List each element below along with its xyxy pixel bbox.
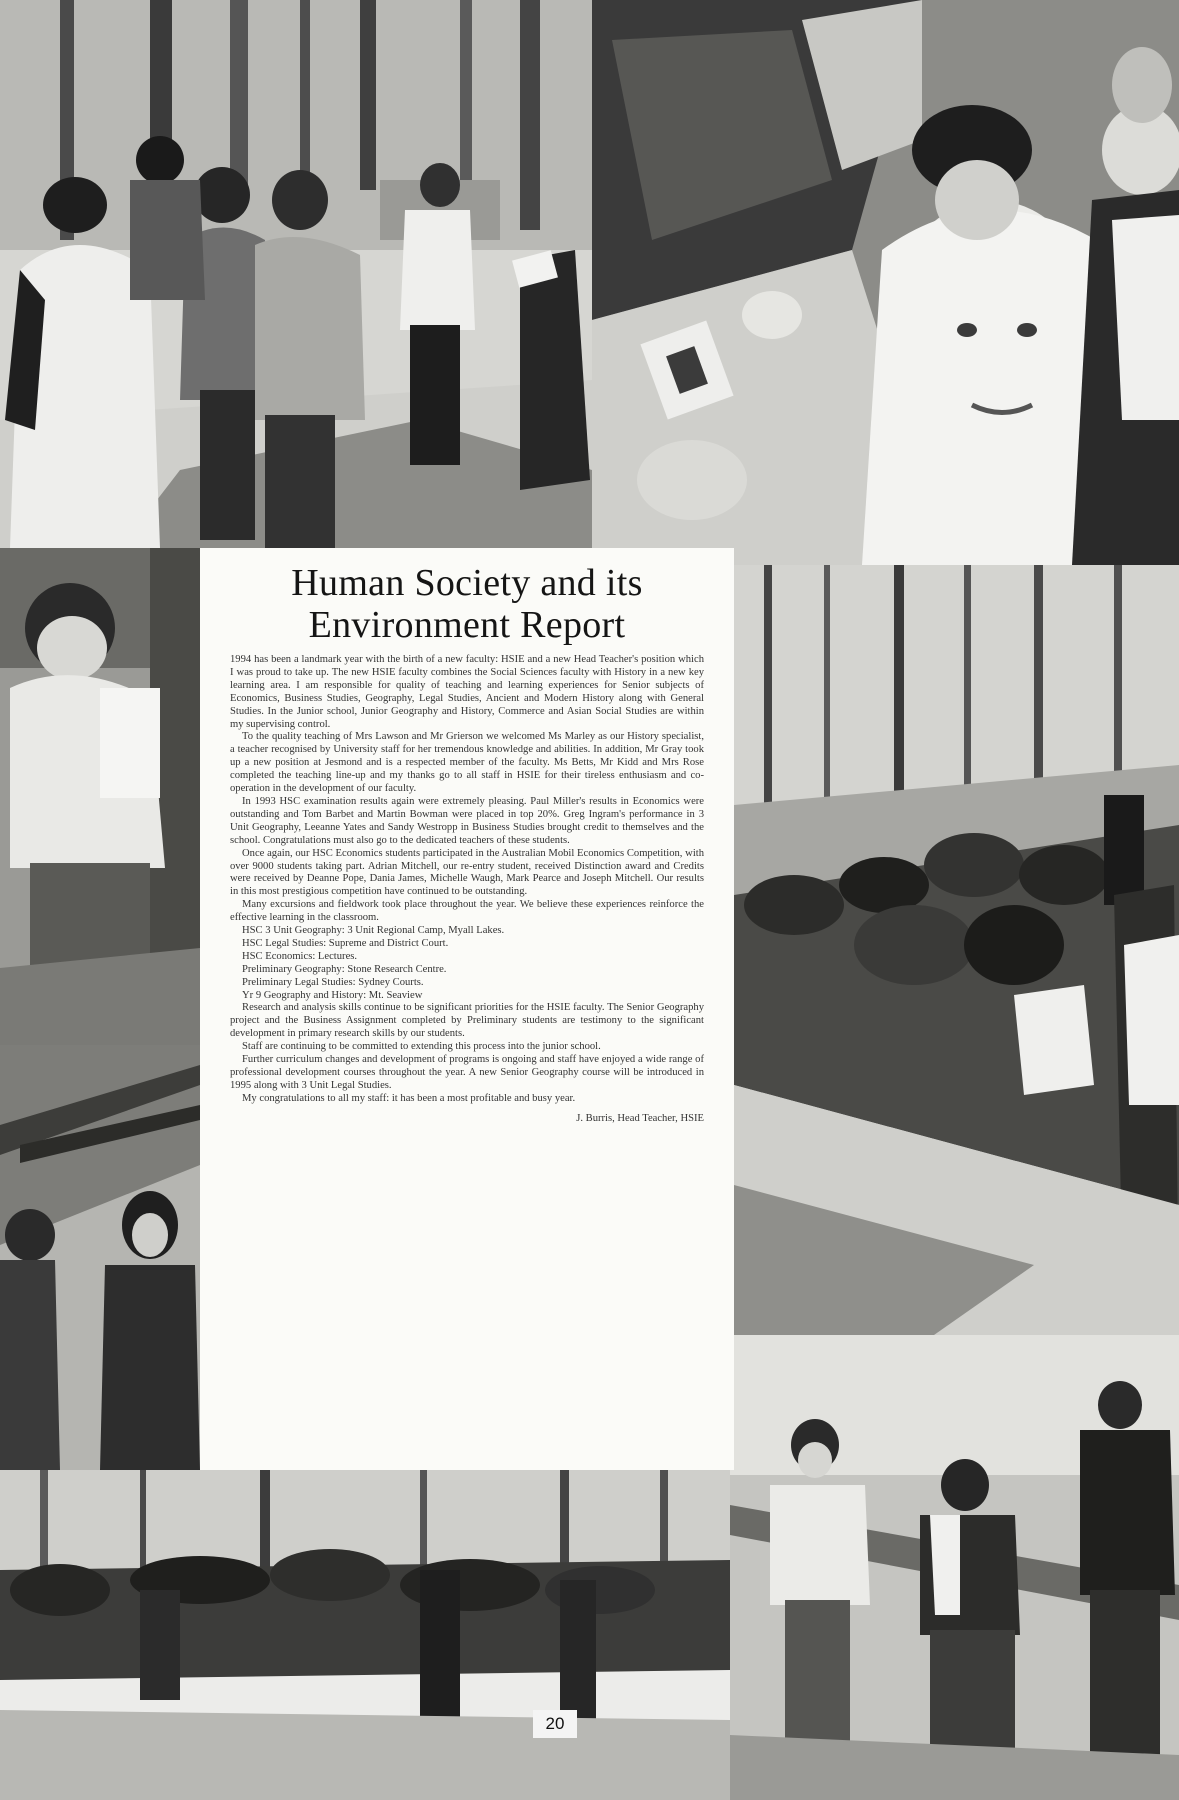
photo-students-seated-hillside <box>734 565 1179 1335</box>
excursion-item: HSC Legal Studies: Supreme and District Court. <box>242 937 449 949</box>
author-signature: J. Burris, Head Teacher, HSIE <box>576 1112 704 1124</box>
photo-student-closeup-smiling <box>592 0 1179 565</box>
article-panel <box>200 548 734 1470</box>
article-paragraph: To the quality teaching of Mrs Lawson and Mr Grierson we welcomed Ms Marley as our History specialist, a teacher recognised by University staff for her tremendous knowledge and abilities. In addition, Mr Gray took up a new position at Jesmond and is a respected member of the faculty. Ms Betts, Mr Kidd and Mrs Rose completed the teaching line-up and my thanks go to all staff in HSIE for their tireless enthusiasm and co-operation in the development of our faculty. <box>230 731 704 795</box>
article-title: Human Society and its Environment Report <box>291 562 643 646</box>
article-paragraph: Staff are continuing to be committed to extending this process into the junior school. <box>242 1041 601 1053</box>
excursion-item: Preliminary Geography: Stone Research Centre. <box>242 963 447 975</box>
article-paragraph: My congratulations to all my staff: it has been a most profitable and busy year. <box>242 1092 576 1104</box>
article-paragraph: 1994 has been a landmark year with the birth of a new faculty: HSIE and a new Head Teacher's position which I was proud to take up. The new HSIE faculty combines the Social Sciences faculty with History in a new key learning area. I am responsible for quality of teaching and learning experiences for Senior subjects of Economics, Business Studies, Geography, Legal Studies, Ancient and Modern History along with General Studies. In the Junior school, Junior Geography and History, Commerce and Asian Social Studies are within my supervising control. <box>230 654 704 730</box>
photo-students-forest-worksheets <box>0 0 592 548</box>
photo-students-fallen-tree <box>0 1045 200 1470</box>
excursion-list <box>230 925 704 1002</box>
article-paragraph: Once again, our HSC Economics students participated in the Australian Mobil Economics Competition, with over 9000 students taking part. Adrian Mitchell, our re-entry student, received Distinction award and Credits were received by Deanne Pope, Dania James, Michelle Waugh, Mark Pearce and Joseph Mitchell. Our results in this most prestigious competition have continued to be outstanding. <box>230 847 704 898</box>
excursion-item: Yr 9 Geography and History: Mt. Seaview <box>242 989 423 1001</box>
excursion-item: Preliminary Legal Studies: Sydney Courts. <box>242 976 424 988</box>
photo-group-in-clearing <box>0 1470 730 1800</box>
article-paragraph: Research and analysis skills continue to be significant priorities for the HSIE faculty. The Senior Geography project and the Business Assignment completed by Preliminary students are testimony to the significant development in primary research skills by our students. <box>230 1002 704 1040</box>
photo-students-on-log <box>730 1335 1179 1800</box>
article-paragraph: Further curriculum changes and development of programs is ongoing and staff have enjoyed a wide range of professional development courses throughout the year. A new Senior Geography course will be introduced in 1995 along with 3 Unit Legal Studies. <box>230 1054 704 1091</box>
excursion-item: HSC Economics: Lectures. <box>242 950 358 962</box>
article-paragraph: In 1993 HSC examination results again were extremely pleasing. Paul Miller's results in Economics were outstanding and Tom Barbet and Martin Bowman were placed in top 20%. Greg Ingram's performance in 3 Unit Geography, Leeanne Yates and Sandy Westropp in Business Studies brought credit to themselves and the school. Congratulations must also go to the dedicated teachers of these students. <box>230 795 704 846</box>
excursion-item: HSC 3 Unit Geography: 3 Unit Regional Camp, Myall Lakes. <box>242 925 505 937</box>
photo-student-holding-sheet <box>0 548 200 1045</box>
article-paragraph: Many excursions and fieldwork took place throughout the year. We believe these experiences reinforce the effective learning in the classroom. <box>230 899 704 924</box>
page-number: 20 <box>533 1710 577 1738</box>
